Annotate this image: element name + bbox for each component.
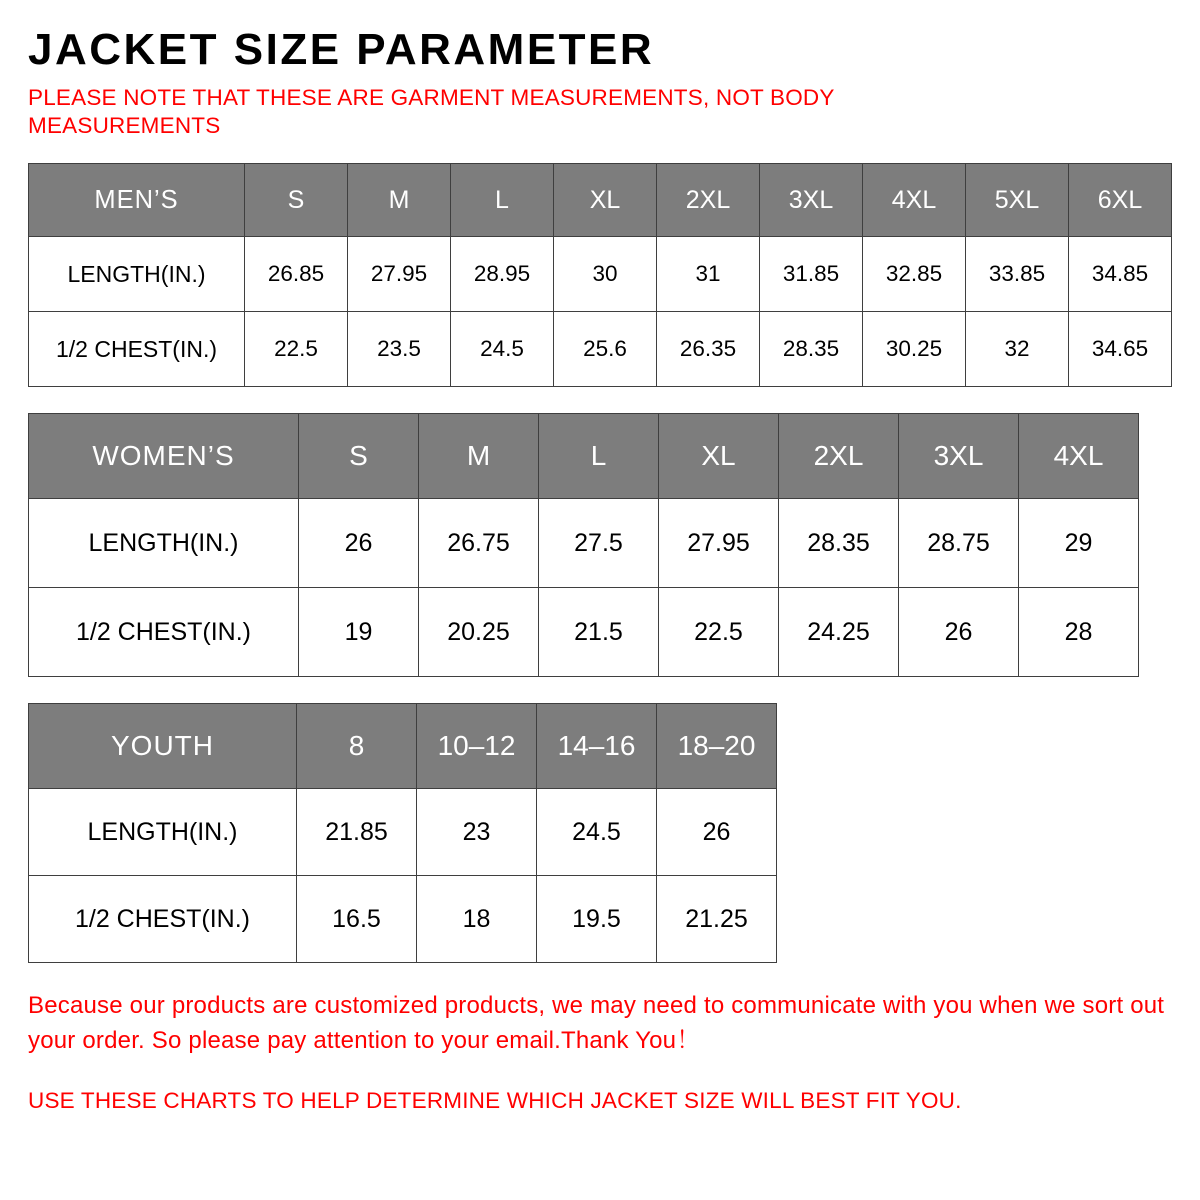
table-cell: 28.35 — [779, 499, 899, 588]
table-row — [29, 588, 1139, 677]
table-cell: 18 — [417, 876, 537, 963]
table-header-row — [29, 164, 1172, 237]
table-cell: 26 — [899, 588, 1019, 677]
column-header-size: 14–16 — [537, 704, 657, 789]
table-cell: 32 — [966, 312, 1069, 387]
column-header-size: S — [245, 164, 348, 237]
footer-notes — [28, 989, 1172, 1117]
table-cell: 24.25 — [779, 588, 899, 677]
table-cell: 23.5 — [348, 312, 451, 387]
womens-size-table — [28, 413, 1139, 677]
table-row — [29, 876, 777, 963]
column-header-size: M — [348, 164, 451, 237]
table-row — [29, 789, 777, 876]
table-cell: 27.95 — [348, 237, 451, 312]
table-cell: 26.35 — [657, 312, 760, 387]
mens-header-label: MEN’S — [29, 164, 245, 237]
garment-measurement-note: PLEASE NOTE THAT THESE ARE GARMENT MEASUREMENTS, NOT BODY MEASUREMENTS — [28, 84, 835, 139]
table-cell: 26 — [657, 789, 777, 876]
column-header-size: 3XL — [760, 164, 863, 237]
table-cell: 28.35 — [760, 312, 863, 387]
column-header-size: 18–20 — [657, 704, 777, 789]
page-title: JACKET SIZE PARAMETER — [28, 25, 655, 74]
table-cell: 28.75 — [899, 499, 1019, 588]
table-header-row — [29, 414, 1139, 499]
column-header-size: 4XL — [863, 164, 966, 237]
table-cell: 31.85 — [760, 237, 863, 312]
footer-note-customized: Because our products are customized products, we may need to communicate with you when we sort out your order. So please pay attention to your email.Thank You！ — [28, 992, 1165, 1054]
column-header-size: XL — [554, 164, 657, 237]
table-cell: 26 — [299, 499, 419, 588]
table-header-row — [29, 704, 777, 789]
column-header-size: S — [299, 414, 419, 499]
table-row — [29, 499, 1139, 588]
column-header-size: M — [419, 414, 539, 499]
table-cell: 26.85 — [245, 237, 348, 312]
table-cell: 24.5 — [451, 312, 554, 387]
row-label: LENGTH(IN.) — [29, 499, 299, 588]
table-cell: 24.5 — [537, 789, 657, 876]
table-cell: 30.25 — [863, 312, 966, 387]
table-cell: 32.85 — [863, 237, 966, 312]
table-cell: 23 — [417, 789, 537, 876]
table-cell: 16.5 — [297, 876, 417, 963]
table-cell: 28 — [1019, 588, 1139, 677]
table-cell: 22.5 — [659, 588, 779, 677]
table-cell: 27.5 — [539, 499, 659, 588]
table-cell: 21.25 — [657, 876, 777, 963]
column-header-size: 2XL — [657, 164, 760, 237]
column-header-size: L — [539, 414, 659, 499]
footer-note-usage: USE THESE CHARTS TO HELP DETERMINE WHICH JACKET SIZE WILL BEST FIT YOU. — [28, 1087, 962, 1113]
column-header-size: 2XL — [779, 414, 899, 499]
row-label: LENGTH(IN.) — [29, 237, 245, 312]
table-cell: 21.5 — [539, 588, 659, 677]
table-cell: 28.95 — [451, 237, 554, 312]
column-header-size: 6XL — [1069, 164, 1172, 237]
row-label: 1/2 CHEST(IN.) — [29, 876, 297, 963]
table-cell: 22.5 — [245, 312, 348, 387]
column-header-size: 3XL — [899, 414, 1019, 499]
table-cell: 34.65 — [1069, 312, 1172, 387]
table-row — [29, 237, 1172, 312]
column-header-size: 5XL — [966, 164, 1069, 237]
mens-size-table — [28, 163, 1172, 387]
table-cell: 34.85 — [1069, 237, 1172, 312]
row-label: LENGTH(IN.) — [29, 789, 297, 876]
table-cell: 30 — [554, 237, 657, 312]
table-cell: 19.5 — [537, 876, 657, 963]
table-cell: 31 — [657, 237, 760, 312]
youth-size-table — [28, 703, 777, 963]
table-cell: 26.75 — [419, 499, 539, 588]
table-cell: 29 — [1019, 499, 1139, 588]
row-label: 1/2 CHEST(IN.) — [29, 312, 245, 387]
column-header-size: XL — [659, 414, 779, 499]
table-cell: 25.6 — [554, 312, 657, 387]
column-header-size: L — [451, 164, 554, 237]
womens-header-label: WOMEN’S — [29, 414, 299, 499]
table-cell: 33.85 — [966, 237, 1069, 312]
column-header-size: 10–12 — [417, 704, 537, 789]
column-header-size: 8 — [297, 704, 417, 789]
table-cell: 19 — [299, 588, 419, 677]
column-header-size: 4XL — [1019, 414, 1139, 499]
youth-header-label: YOUTH — [29, 704, 297, 789]
table-cell: 21.85 — [297, 789, 417, 876]
table-cell: 20.25 — [419, 588, 539, 677]
table-cell: 27.95 — [659, 499, 779, 588]
row-label: 1/2 CHEST(IN.) — [29, 588, 299, 677]
table-row — [29, 312, 1172, 387]
